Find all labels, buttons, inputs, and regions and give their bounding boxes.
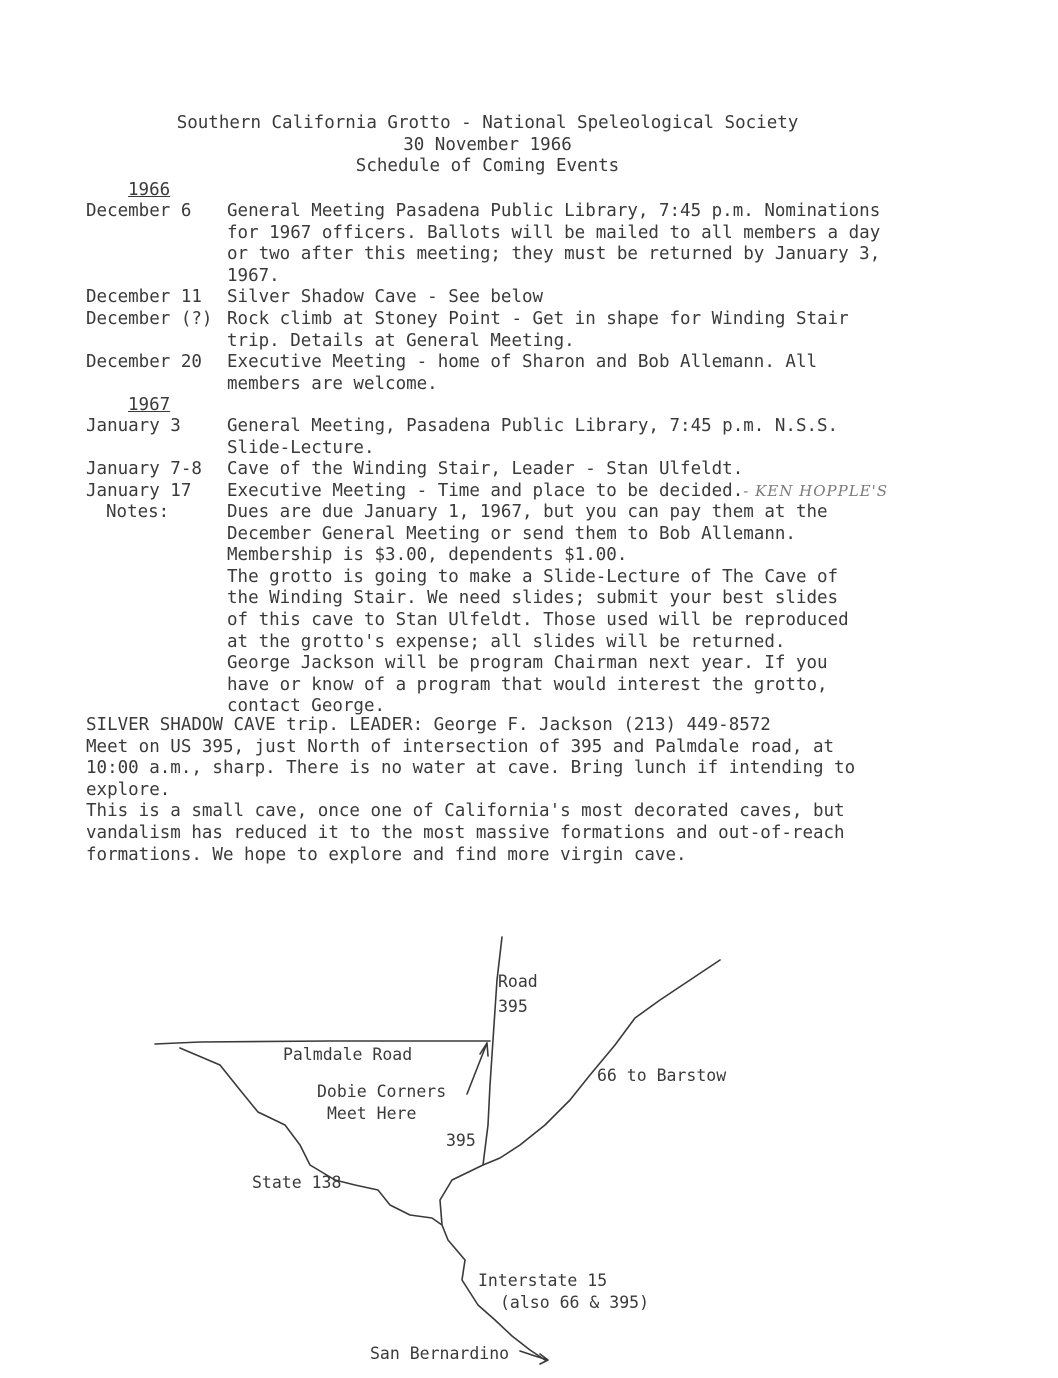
trip-line: explore. [86,779,171,800]
event-description [227,309,849,352]
notes-line: contact George. [227,696,386,717]
trip-line: 10:00 a.m., sharp. There is no water at cave. Bring lunch if intending to [86,758,856,779]
event-line: General Meeting Pasadena Public Library, 7:45 p.m. Nominations [227,201,881,221]
palmdale-road-line [155,1041,490,1044]
notes-text [227,502,849,718]
event-line: for 1967 officers. Ballots will be mailed to all members a day [227,222,881,243]
notes-line: have or know of a program that would interest the grotto, [227,674,828,695]
trip-line: vandalism has reduced it to the most massive formations and out-of-reach [86,822,845,843]
notes-label: Notes: [106,502,170,522]
trip-line: formations. We hope to explore and find more virgin cave. [86,844,687,865]
event-description [227,481,888,503]
event-line: General Meeting, Pasadena Public Library, 7:45 p.m. N.S.S. [227,416,839,436]
event-description [227,287,543,309]
event-date: January 7-8 [86,459,202,479]
event-line: Silver Shadow Cave - See below [227,287,544,307]
notes-line: at the grotto's expense; all slides will be returned. [227,631,786,652]
trip-line: Meet on US 395, just North of intersection of 395 and Palmdale road, at [86,736,835,757]
map-label-395-lower: 395 [446,1131,476,1150]
event-date: January 17 [86,481,192,501]
event-line: Executive Meeting - Time and place to be decided. [227,481,744,501]
notes-line: December General Meeting or send them to Bob Allemann. [227,523,796,544]
event-line: 1967. [227,265,280,286]
event-date: December 11 [86,287,202,307]
year-heading-1966: 1966 [128,180,171,200]
event-line: or two after this meeting; they must be returned by January 3, [227,244,881,265]
event-description [227,459,743,481]
map-label-dobie-corners: Dobie Corners [317,1082,447,1101]
map-label-palmdale-road: Palmdale Road [283,1045,413,1064]
directions-map [0,900,1058,1378]
notes-line: The grotto is going to make a Slide-Lecture of The Cave of [227,566,839,587]
event-line: Executive Meeting - home of Sharon and Bob Allemann. All [227,352,818,372]
trip-line: This is a small cave, once one of California's most decorated caves, but [86,801,845,822]
event-line: Cave of the Winding Stair, Leader - Stan Ulfeldt. [227,459,744,479]
map-label-interstate-15: Interstate 15 [478,1271,608,1290]
event-line: members are welcome. [227,373,438,394]
notes-line: George Jackson will be program Chairman next year. If you [227,653,828,674]
header-title: Southern California Grotto - National Speleological Society [176,113,799,133]
header-subtitle: Schedule of Coming Events [355,156,620,176]
event-date: December 20 [86,352,202,372]
notes-line: of this cave to Stan Ulfeldt. Those used will be reproduced [227,609,849,630]
event-date: December 6 [86,201,192,221]
event-date: December (?) [86,309,213,329]
handwritten-annotation: - KEN HOPPLE'S [743,482,889,500]
meet-here-arrow [467,1043,487,1094]
event-line: trip. Details at General Meeting. [227,330,575,351]
map-label-state-138: State 138 [252,1173,342,1192]
event-description [227,352,817,395]
event-description [227,201,880,287]
map-label-also-66-395: (also 66 & 395) [500,1293,650,1312]
map-label-san-bernardino: San Bernardino [370,1344,510,1363]
trip-line: SILVER SHADOW CAVE trip. LEADER: George F. Jackson (213) 449-8572 [86,715,771,735]
event-date: January 3 [86,416,181,436]
notes-line: Dues are due January 1, 1967, but you can pay them at the [227,502,828,522]
state-138-line [180,1048,442,1225]
document-header [0,113,975,178]
notes-line: Membership is $3.00, dependents $1.00. [227,545,628,566]
trip-details [86,715,855,866]
notes-line: the Winding Stair. We need slides; submit your best slides [227,588,839,609]
event-line: Rock climb at Stoney Point - Get in shape for Winding Stair [227,309,849,329]
event-description [227,416,838,459]
event-line: Slide-Lecture. [227,437,375,458]
year-heading-1967: 1967 [128,395,171,415]
map-label-road: Road [498,972,538,991]
map-label-meet-here: Meet Here [327,1104,417,1123]
map-label-395: 395 [498,997,528,1016]
header-date: 30 November 1966 [403,134,572,155]
map-label-66-to-barstow: 66 to Barstow [597,1066,727,1085]
